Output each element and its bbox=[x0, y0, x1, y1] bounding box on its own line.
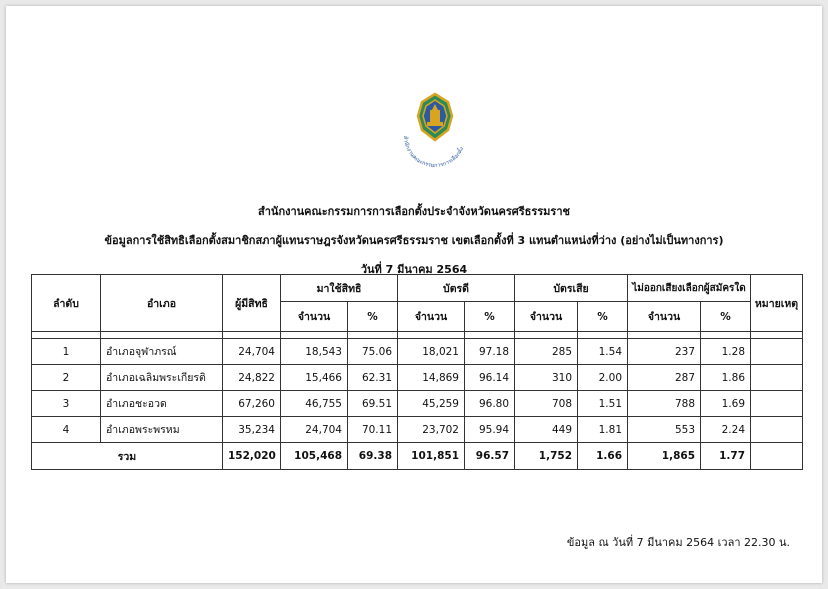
table-row bbox=[32, 417, 803, 443]
row-novote: 788 bbox=[628, 391, 701, 417]
row-novote: 553 bbox=[628, 417, 701, 443]
row-good-pct: 95.94 bbox=[465, 417, 515, 443]
total-spoiled-pct: 1.66 bbox=[578, 443, 628, 470]
election-results-table bbox=[31, 274, 803, 470]
row-novote: 237 bbox=[628, 339, 701, 365]
header-no-vote: ไม่ออกเสียงเลือกผู้สมัครใด bbox=[628, 275, 751, 302]
header-count: จำนวน bbox=[281, 302, 348, 332]
row-remark bbox=[751, 417, 803, 443]
row-novote-pct: 1.86 bbox=[701, 365, 751, 391]
row-eligible: 35,234 bbox=[223, 417, 281, 443]
report-date: วันที่ 7 มีนาคม 2564 bbox=[360, 263, 468, 276]
row-good-pct: 96.14 bbox=[465, 365, 515, 391]
total-novote-pct: 1.77 bbox=[701, 443, 751, 470]
row-novote-pct: 1.28 bbox=[701, 339, 751, 365]
total-turnout: 105,468 bbox=[281, 443, 348, 470]
row-district: อำเภอเฉลิมพระเกียรติ bbox=[101, 365, 223, 391]
header-turnout: มาใช้สิทธิ bbox=[281, 275, 398, 302]
row-spoiled-pct: 1.81 bbox=[578, 417, 628, 443]
row-spoiled: 310 bbox=[515, 365, 578, 391]
row-turnout-pct: 62.31 bbox=[348, 365, 398, 391]
row-remark bbox=[751, 365, 803, 391]
row-novote-pct: 1.69 bbox=[701, 391, 751, 417]
row-turnout: 15,466 bbox=[281, 365, 348, 391]
header-count: จำนวน bbox=[515, 302, 578, 332]
row-good: 18,021 bbox=[398, 339, 465, 365]
total-label: รวม bbox=[32, 443, 223, 470]
row-turnout-pct: 70.11 bbox=[348, 417, 398, 443]
header-good-ballots: บัตรดี bbox=[398, 275, 515, 302]
header-percent: % bbox=[465, 302, 515, 332]
office-title: สำนักงานคณะกรรมการการเลือกตั้งประจำจังหวัดนครศรีธรรมราช bbox=[258, 205, 570, 218]
header-district: อำเภอ bbox=[101, 275, 223, 332]
row-eligible: 24,822 bbox=[223, 365, 281, 391]
row-good-pct: 97.18 bbox=[465, 339, 515, 365]
total-eligible: 152,020 bbox=[223, 443, 281, 470]
total-good: 101,851 bbox=[398, 443, 465, 470]
table-row bbox=[32, 391, 803, 417]
header-remark: หมายเหตุ bbox=[751, 275, 803, 332]
row-spoiled: 449 bbox=[515, 417, 578, 443]
spacer-row bbox=[32, 332, 803, 339]
total-good-pct: 96.57 bbox=[465, 443, 515, 470]
header-eligible: ผู้มีสิทธิ bbox=[223, 275, 281, 332]
row-eligible: 67,260 bbox=[223, 391, 281, 417]
header-count: จำนวน bbox=[398, 302, 465, 332]
row-spoiled-pct: 2.00 bbox=[578, 365, 628, 391]
row-novote: 287 bbox=[628, 365, 701, 391]
row-turnout-pct: 75.06 bbox=[348, 339, 398, 365]
table-row bbox=[32, 339, 803, 365]
row-spoiled-pct: 1.51 bbox=[578, 391, 628, 417]
data-timestamp-note: ข้อมูล ณ วันที่ 7 มีนาคม 2564 เวลา 22.30 น. bbox=[566, 536, 790, 549]
row-district: อำเภอชะอวด bbox=[101, 391, 223, 417]
row-turnout: 24,704 bbox=[281, 417, 348, 443]
row-remark bbox=[751, 339, 803, 365]
document-page bbox=[6, 6, 822, 583]
row-no: 3 bbox=[32, 391, 101, 417]
header-count: จำนวน bbox=[628, 302, 701, 332]
seal-ring-text: สำนักงานคณะกรรมการการเลือกตั้ง bbox=[401, 135, 466, 168]
row-spoiled-pct: 1.54 bbox=[578, 339, 628, 365]
row-no: 2 bbox=[32, 365, 101, 391]
header-percent: % bbox=[701, 302, 751, 332]
total-turnout-pct: 69.38 bbox=[348, 443, 398, 470]
row-turnout: 18,543 bbox=[281, 339, 348, 365]
header-percent: % bbox=[578, 302, 628, 332]
header-percent: % bbox=[348, 302, 398, 332]
row-good: 45,259 bbox=[398, 391, 465, 417]
report-title: ข้อมูลการใช้สิทธิเลือกตั้งสมาชิกสภาผู้แทนราษฎรจังหวัดนครศรีธรรมราช เขตเลือกตั้งที่ 3 แทนตำแหน่งที่ว่าง (อย่างไม่เป็นทางการ) bbox=[104, 234, 724, 247]
row-spoiled: 708 bbox=[515, 391, 578, 417]
row-no: 4 bbox=[32, 417, 101, 443]
total-novote: 1,865 bbox=[628, 443, 701, 470]
row-no: 1 bbox=[32, 339, 101, 365]
row-turnout-pct: 69.51 bbox=[348, 391, 398, 417]
header-spoiled-ballots: บัตรเสีย bbox=[515, 275, 628, 302]
header-no: ลำดับ bbox=[32, 275, 101, 332]
row-good: 23,702 bbox=[398, 417, 465, 443]
total-spoiled: 1,752 bbox=[515, 443, 578, 470]
row-good-pct: 96.80 bbox=[465, 391, 515, 417]
row-district: อำเภอพระพรหม bbox=[101, 417, 223, 443]
total-row bbox=[32, 443, 803, 470]
row-novote-pct: 2.24 bbox=[701, 417, 751, 443]
total-remark bbox=[751, 443, 803, 470]
row-eligible: 24,704 bbox=[223, 339, 281, 365]
row-spoiled: 285 bbox=[515, 339, 578, 365]
row-district: อำเภอจุฬาภรณ์ bbox=[101, 339, 223, 365]
row-turnout: 46,755 bbox=[281, 391, 348, 417]
row-good: 14,869 bbox=[398, 365, 465, 391]
election-commission-seal-icon bbox=[390, 92, 480, 168]
table-row bbox=[32, 365, 803, 391]
row-remark bbox=[751, 391, 803, 417]
